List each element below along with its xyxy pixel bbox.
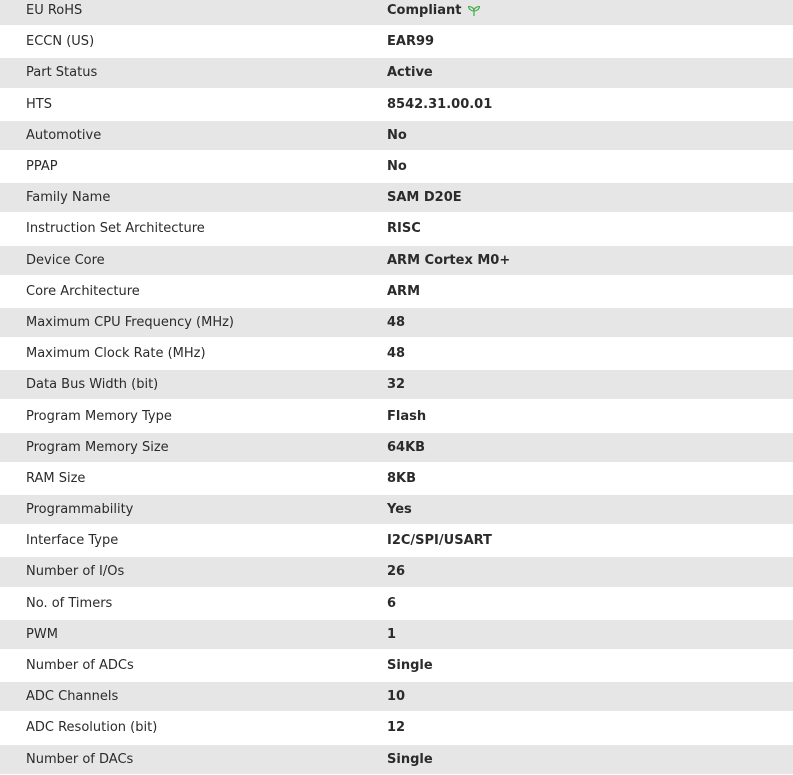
spec-row-ram-size [0,464,793,493]
spec-row-eccn [0,27,793,56]
spec-value: RISC [387,221,421,237]
spec-value: 1 [387,626,397,642]
spec-row-eu-rohs [0,0,793,25]
spec-value: 8542.31.00.01 [387,96,493,112]
spec-row-number-of-ios [0,557,793,586]
spec-row-max-cpu-frequency [0,308,793,337]
spec-value: EAR99 [387,34,435,50]
spec-label: Automotive [26,127,102,143]
spec-row-automotive [0,121,793,150]
spec-row-interface-type [0,526,793,555]
spec-row-instruction-set [0,214,793,243]
spec-value: Active [387,65,433,81]
spec-value: No [387,127,407,143]
spec-value: 64KB [387,439,426,455]
spec-label: Maximum Clock Rate (MHz) [26,346,206,362]
spec-row-program-memory-size [0,433,793,462]
spec-value: Compliant [387,3,462,19]
spec-label: EU RoHS [26,3,83,19]
spec-row-program-memory-type [0,401,793,430]
spec-label: RAM Size [26,470,86,486]
spec-value: 10 [387,689,406,705]
spec-value: 6 [387,595,397,611]
spec-label: ECCN (US) [26,34,95,50]
spec-label: Number of ADCs [26,658,134,674]
spec-value: No [387,159,407,175]
spec-value-wrapper [387,3,793,18]
spec-value: I2C/SPI/USART [387,533,492,549]
spec-value: Flash [387,408,427,424]
spec-row-programmability [0,495,793,524]
spec-row-hts [0,90,793,119]
spec-row-data-bus-width [0,370,793,399]
spec-row-device-core [0,246,793,275]
spec-label: Instruction Set Architecture [26,221,205,237]
spec-row-part-status [0,58,793,87]
spec-row-family-name [0,183,793,212]
spec-label: Program Memory Type [26,408,172,424]
spec-row-adc-resolution [0,713,793,742]
spec-label: Family Name [26,190,111,206]
spec-label: Data Bus Width (bit) [26,377,159,393]
spec-value: 8KB [387,470,417,486]
spec-value: 48 [387,314,406,330]
spec-row-ppap [0,152,793,181]
spec-row-timers [0,589,793,618]
spec-label: HTS [26,96,52,112]
spec-row-max-clock-rate [0,339,793,368]
spec-label: Part Status [26,65,98,81]
spec-value: SAM D20E [387,190,462,206]
spec-row-number-of-dacs [0,745,793,774]
spec-label: Program Memory Size [26,439,169,455]
spec-row-pwm [0,620,793,649]
spec-label: Device Core [26,252,105,268]
spec-value: ARM Cortex M0+ [387,252,511,268]
spec-label: Maximum CPU Frequency (MHz) [26,314,234,330]
spec-value: 12 [387,720,406,736]
spec-label: Core Architecture [26,283,140,299]
spec-row-adc-channels [0,682,793,711]
spec-value: Single [387,751,433,767]
spec-label: Number of DACs [26,751,134,767]
spec-label: PWM [26,626,58,642]
spec-value: 48 [387,346,406,362]
spec-label: No. of Timers [26,595,113,611]
spec-value: ARM [387,283,421,299]
spec-value: Yes [387,502,412,518]
spec-label: ADC Resolution (bit) [26,720,158,736]
spec-row-core-architecture [0,277,793,306]
spec-label: ADC Channels [26,689,119,705]
spec-label: Programmability [26,502,134,518]
spec-value: 26 [387,564,406,580]
spec-label: Interface Type [26,533,119,549]
leaf-icon [467,5,481,17]
spec-value: Single [387,658,433,674]
spec-label: Number of I/Os [26,564,125,580]
spec-value: 32 [387,377,406,393]
spec-label: PPAP [26,159,58,175]
spec-row-number-of-adcs [0,651,793,680]
